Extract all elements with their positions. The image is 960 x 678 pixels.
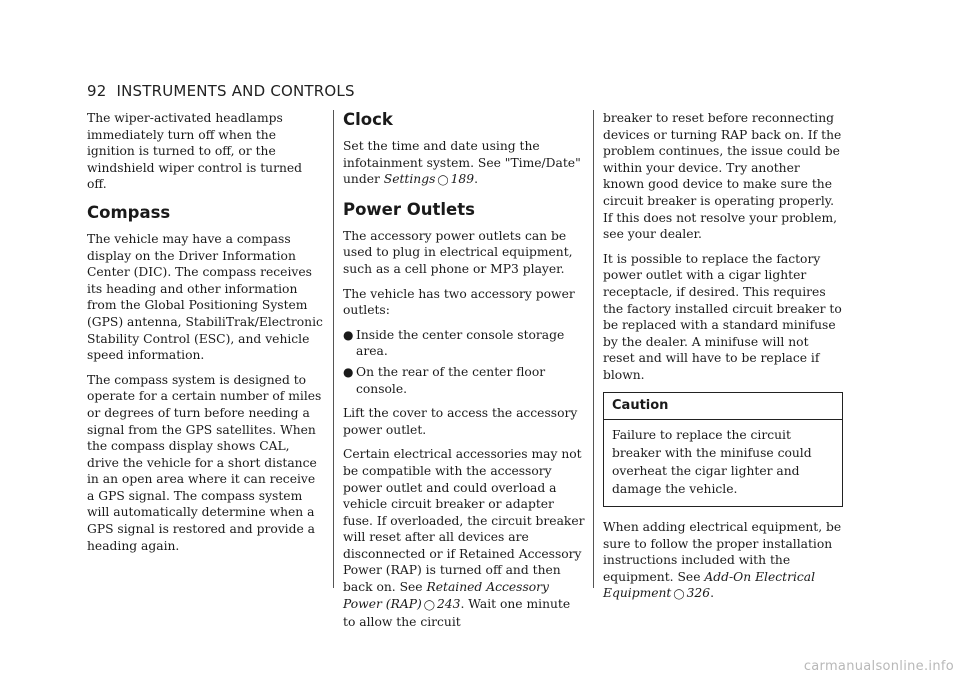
column-2 [343,110,585,639]
paragraph: When adding electrical equipment, be sure to follow the proper installation instructions included with the equipment. See Add-On Electrical Equipment ◯ 326. [603,520,842,601]
watermark: carmanualsonline.info [803,659,954,674]
page-ref-number[interactable]: 189 [450,172,475,187]
caution-title: Caution [604,393,842,421]
clock-heading: Clock [343,110,393,129]
caution-body: Failure to replace the circuit breaker with the minifuse could overheat the cigar lighter and damage the vehicle. [612,428,812,497]
page-number: 92 [87,82,107,100]
page-reference-arrow-icon: ◯ [673,589,685,601]
column-1 [87,110,323,562]
page-header [87,82,355,100]
column-divider [333,110,334,588]
list-item: ● Inside the center console storage area. [343,327,565,359]
settings-link[interactable]: Settings [383,172,436,187]
page-ref-number[interactable]: 243 [436,596,461,611]
paragraph: The wiper-activated headlamps immediately turn off when the ignition is turned to off, or the windshield wiper control is turned off. [87,111,303,192]
paragraph: The accessory power outlets can be used to plug in electrical equipment, such as a cell phone or MP3 player. [343,228,573,276]
list-item: ● On the rear of the center floor console. [343,364,546,396]
column-divider [593,110,594,588]
page-ref-number[interactable]: 326 [686,586,711,601]
paragraph: The vehicle may have a compass display on the Driver Information Center (DIC). The compass receives its heading and other information from the Global Positioning System (GPS) antenna, StabiliTrak/Electronic Stability Control (ESC), and vehicle speed information. [87,231,323,363]
column-3 [603,110,843,612]
bullet-list [343,327,585,397]
paragraph: The vehicle has two accessory power outlets: [343,286,575,318]
paragraph: The compass system is designed to operate for a certain number of miles or degrees of turn before needing a signal from the GPS satellites. When the compass display shows CAL, drive the vehicle for a short distance in an open area where it can receive a GPS signal. The compass system will automatically determine when a GPS signal is restored and provide a heading again. [87,372,322,553]
rap-link[interactable]: Retained Accessory Power (RAP) [343,580,549,611]
paragraph: Certain electrical accessories may not be compatible with the accessory power outlet and could overload a vehicle circuit breaker or adapter fuse. If overloaded, the circuit breaker will reset after all devices are disconnected or if Retained Accessory Power (RAP) is turned off and then back on. See Retained Accessory Power (RAP) ◯ 243. Wait one minute to allow the circuit [343,447,585,630]
compass-heading: Compass [87,202,171,222]
paragraph: breaker to reset before reconnecting devices or turning RAP back on. If the problem continues, the issue could be within your device. Try another known good device to make sure the circuit breaker is operating properly. If this does not resolve your problem, see your dealer. [603,111,842,242]
paragraph: It is possible to replace the factory power outlet with a cigar lighter receptacle, if desired. This requires the factory installed circuit breaker to be replaced with a standard minifuse by the dealer. A minifuse will not reset and will have to be replace if blown. [603,251,842,382]
bullet-icon: ● [343,364,354,379]
paragraph: Lift the cover to access the accessory power outlet. [343,406,578,437]
caution-box [603,392,843,508]
power-outlets-heading: Power Outlets [343,199,475,219]
page-reference-arrow-icon: ◯ [423,599,435,611]
section-title: INSTRUMENTS AND CONTROLS [116,82,355,100]
add-on-equipment-link[interactable]: Add-On Electrical Equipment [603,569,816,601]
page-reference-arrow-icon: ◯ [437,175,449,187]
bullet-icon: ● [343,327,354,342]
paragraph: Set the time and date using the infotainment system. See "Time/Date" under Settings ◯ 189. [343,139,581,187]
